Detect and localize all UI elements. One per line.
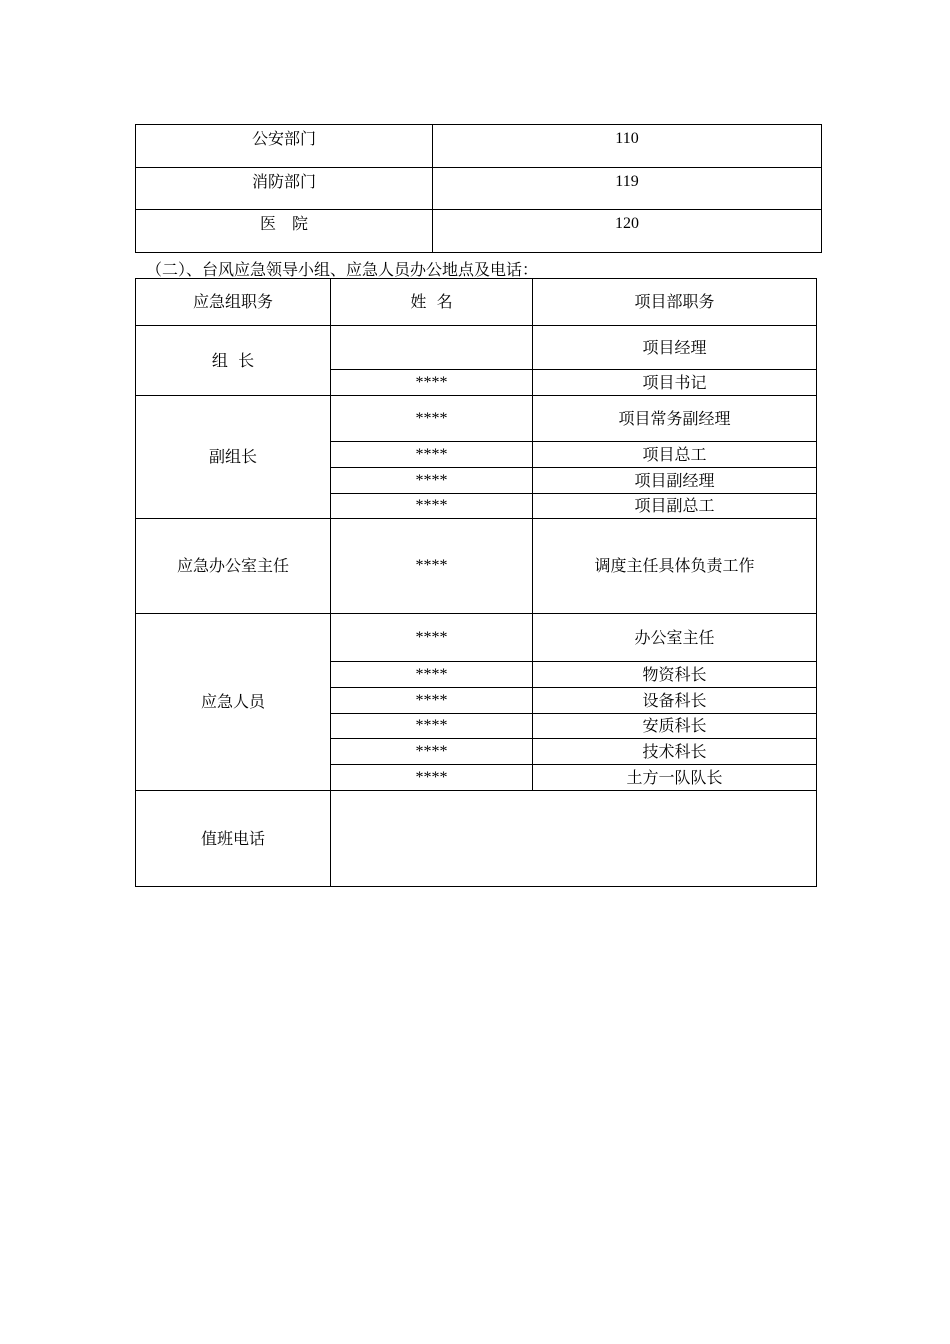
emergency-phone-table xyxy=(135,124,822,253)
role-cell: 组 长 xyxy=(136,326,331,396)
role-cell: 副组长 xyxy=(136,396,331,519)
position-cell: 项目书记 xyxy=(533,370,817,396)
department-cell: 公安部门 xyxy=(136,125,433,168)
header-name: 姓 名 xyxy=(331,279,533,326)
typhoon-team-table xyxy=(135,278,817,887)
table-row xyxy=(136,326,817,370)
phone-number-cell: 110 xyxy=(433,125,822,168)
position-cell: 技术科长 xyxy=(533,739,817,765)
table-row xyxy=(136,210,822,253)
department-cell: 医 院 xyxy=(136,210,433,253)
position-cell: 设备科长 xyxy=(533,688,817,714)
role-cell: 应急办公室主任 xyxy=(136,519,331,614)
position-cell: 项目经理 xyxy=(533,326,817,370)
table-row xyxy=(136,614,817,662)
position-cell: 办公室主任 xyxy=(533,614,817,662)
name-cell: **** xyxy=(331,714,533,739)
name-cell xyxy=(331,326,533,370)
name-cell: **** xyxy=(331,519,533,614)
header-role: 应急组职务 xyxy=(136,279,331,326)
header-position: 项目部职务 xyxy=(533,279,817,326)
position-cell: 调度主任具体负责工作 xyxy=(533,519,817,614)
position-cell: 土方一队队长 xyxy=(533,765,817,791)
table-row xyxy=(136,519,817,614)
name-cell: **** xyxy=(331,765,533,791)
table-header-row xyxy=(136,279,817,326)
table-row xyxy=(136,125,822,168)
duty-phone-value xyxy=(331,791,817,887)
duty-phone-label: 值班电话 xyxy=(136,791,331,887)
duty-phone-row xyxy=(136,791,817,887)
position-cell: 物资科长 xyxy=(533,662,817,688)
name-cell: **** xyxy=(331,614,533,662)
position-cell: 项目副经理 xyxy=(533,468,817,494)
position-cell: 项目总工 xyxy=(533,442,817,468)
name-cell: **** xyxy=(331,494,533,519)
department-cell: 消防部门 xyxy=(136,168,433,210)
section-caption: （二）、台风应急领导小组、应急人员办公地点及电话： xyxy=(146,260,539,279)
name-cell: **** xyxy=(331,442,533,468)
table-row xyxy=(136,168,822,210)
name-cell: **** xyxy=(331,688,533,714)
role-cell: 应急人员 xyxy=(136,614,331,791)
name-cell: **** xyxy=(331,468,533,494)
name-cell: **** xyxy=(331,739,533,765)
position-cell: 安质科长 xyxy=(533,714,817,739)
table-row xyxy=(136,396,817,442)
name-cell: **** xyxy=(331,396,533,442)
phone-number-cell: 120 xyxy=(433,210,822,253)
name-cell: **** xyxy=(331,662,533,688)
name-cell: **** xyxy=(331,370,533,396)
position-cell: 项目副总工 xyxy=(533,494,817,519)
phone-number-cell: 119 xyxy=(433,168,822,210)
position-cell: 项目常务副经理 xyxy=(533,396,817,442)
